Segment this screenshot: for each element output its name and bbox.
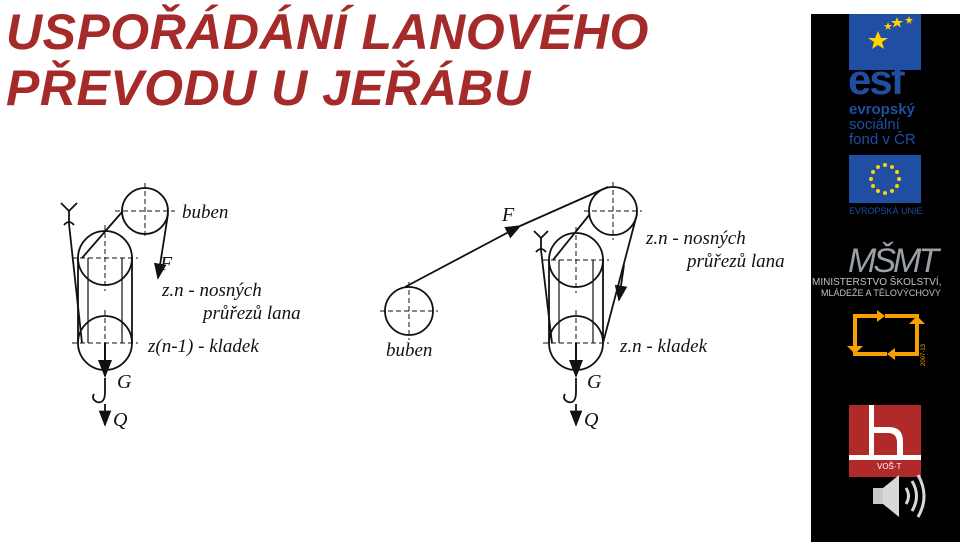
msmt-logo-text: MŠMT xyxy=(848,242,937,280)
right-hook xyxy=(564,378,576,402)
left-ropes-label: z.n - nosných xyxy=(162,280,262,301)
esf-big-text: esf xyxy=(848,56,903,103)
right-force-rope xyxy=(405,226,520,287)
left-rope-anchor xyxy=(61,203,77,225)
msmt-logo xyxy=(812,242,941,298)
right-drum-label: buben xyxy=(386,340,433,361)
left-pulleys-label: z(n-1) - kladek xyxy=(148,336,259,357)
left-drum-label: buben xyxy=(182,202,229,223)
esf-line-2: sociální xyxy=(849,116,900,133)
op-years: 2007-13 xyxy=(921,343,927,366)
left-rope-anchor-strand xyxy=(69,224,82,343)
right-pulleys-label: z.n - kladek xyxy=(620,336,708,357)
right-g-label: G xyxy=(587,371,602,393)
speaker-icon[interactable] xyxy=(873,475,924,517)
left-q-label: Q xyxy=(113,409,128,431)
left-ropes-label-2: průřezů lana xyxy=(203,303,301,324)
eu-label: EVROPSKÁ UNIE xyxy=(849,206,923,216)
right-q-label: Q xyxy=(584,409,599,431)
title-line-2: PŘEVODU U JEŘÁBU xyxy=(6,60,531,116)
left-g-label: G xyxy=(117,371,132,393)
title-line-1: USPOŘÁDÁNÍ LANOVÉHO xyxy=(6,4,649,60)
left-force-label: F xyxy=(160,253,173,275)
left-hook xyxy=(93,378,105,402)
right-force-label: F xyxy=(502,204,515,226)
eu-flag-logo xyxy=(849,155,923,216)
school-logo xyxy=(849,405,921,477)
school-logo-text: VOŠ·T xyxy=(877,462,902,471)
esf-line-1: evropský xyxy=(849,101,915,118)
ministry-line-2: MLÁDEŽE A TĚLOVÝCHOVY xyxy=(821,288,941,298)
op-logo xyxy=(847,310,927,366)
esf-line-3: fond v ČR xyxy=(849,131,916,148)
ministry-line-1: MINISTERSTVO ŠKOLSTVÍ, xyxy=(812,277,942,288)
right-ropes-label: z.n - nosných xyxy=(646,228,746,249)
esf-logo xyxy=(848,14,921,148)
right-ropes-label-2: průřezů lana xyxy=(687,251,785,272)
logo-sidebar xyxy=(811,14,960,542)
right-rope-anchor xyxy=(534,231,548,252)
left-labels xyxy=(113,202,301,431)
left-rope-to-drum xyxy=(82,212,122,258)
